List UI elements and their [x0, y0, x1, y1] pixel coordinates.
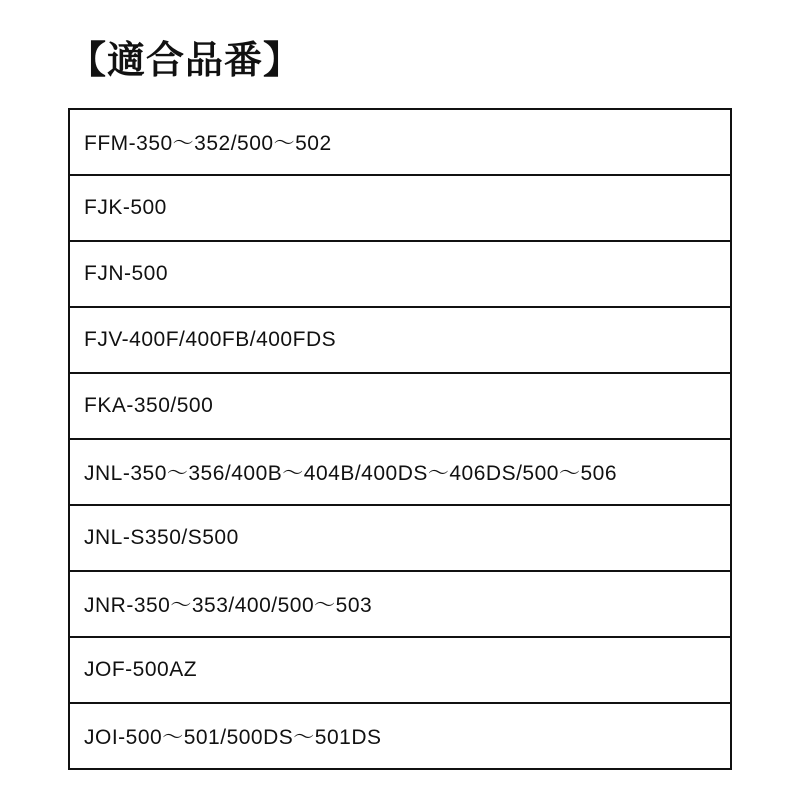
table-row — [70, 440, 730, 506]
part-number-cell: JNL-S350/S500 — [84, 525, 239, 549]
part-number-cell: FJV-400F/400FB/400FDS — [84, 327, 337, 351]
part-number-cell: FJK-500 — [84, 195, 167, 219]
part-number-cell: JOI-500〜501/500DS〜501DS — [84, 725, 382, 749]
table-row — [70, 242, 730, 308]
table-row — [70, 638, 730, 704]
part-number-cell: JNR-350〜353/400/500〜503 — [84, 593, 373, 617]
part-number-cell: FKA-350/500 — [84, 393, 214, 417]
part-number-cell: FFM-350〜352/500〜502 — [84, 131, 332, 155]
compatible-part-numbers-table — [68, 108, 732, 770]
table-row — [70, 308, 730, 374]
table-row — [70, 110, 730, 176]
table-row — [70, 704, 730, 770]
table-row — [70, 506, 730, 572]
part-number-cell: FJN-500 — [84, 261, 169, 285]
table-row — [70, 176, 730, 242]
page-title: 【適合品番】 — [68, 40, 303, 82]
part-number-cell: JNL-350〜356/400B〜404B/400DS〜406DS/500〜506 — [84, 461, 618, 485]
table-row — [70, 374, 730, 440]
table-row — [70, 572, 730, 638]
part-number-cell: JOF-500AZ — [84, 657, 198, 681]
